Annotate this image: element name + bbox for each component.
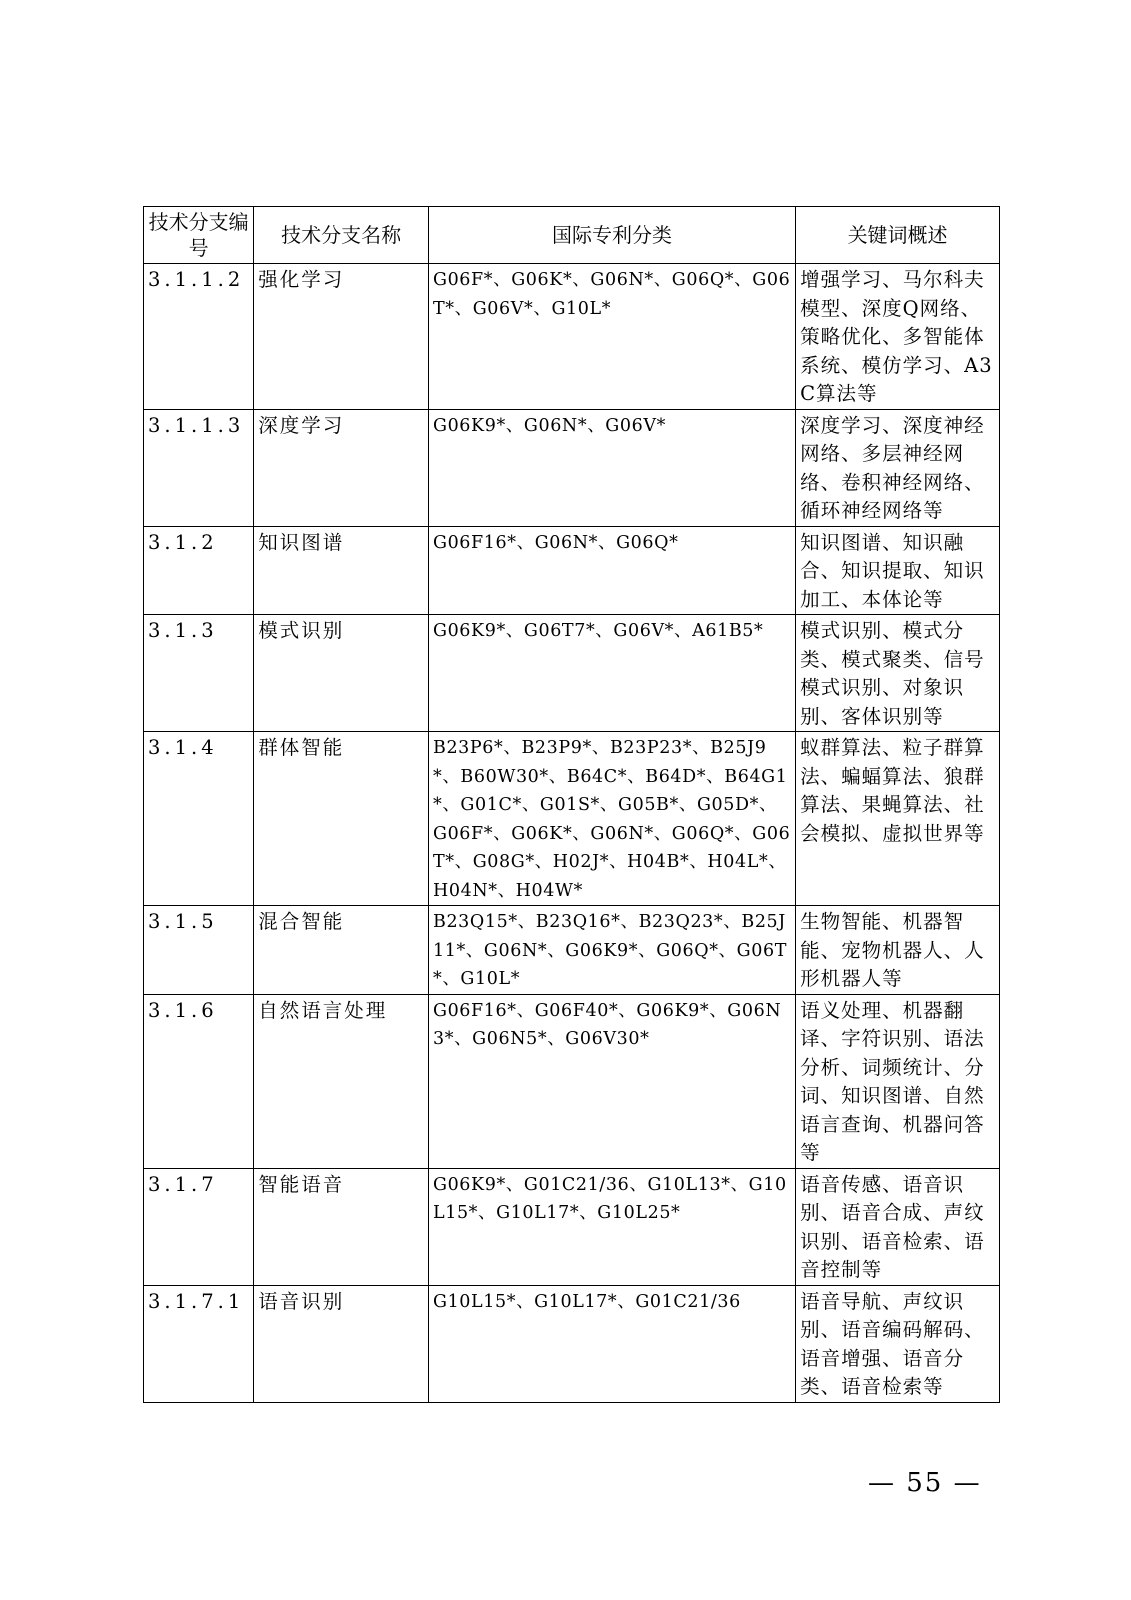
cell-branch-name: 强化学习 [254,264,429,410]
cell-ipc: B23P6*、B23P9*、B23P23*、B25J9*、B60W30*、B64C*、B64D*、B64G1*、G01C*、G01S*、G05B*、G05D*、G06F*、G06K*、G06N*、G06Q*、G06T*、G08G*、H02J*、H04B*、H04L*、H04N*、H04W* [428,732,795,906]
cell-keywords: 语义处理、机器翻译、字符识别、语法分析、词频统计、分词、知识图谱、自然语言查询、机器问答等 [796,994,1000,1168]
cell-branch-name: 混合智能 [254,906,429,995]
table-row [144,732,1000,906]
cell-keywords: 增强学习、马尔科夫模型、深度Q网络、策略优化、多智能体系统、模仿学习、A3C算法等 [796,264,1000,410]
cell-branch-id: 3.1.3 [144,615,254,732]
cell-branch-name: 智能语音 [254,1168,429,1285]
cell-branch-id: 3.1.7 [144,1168,254,1285]
cell-branch-id: 3.1.5 [144,906,254,995]
table-header-row [144,207,1000,264]
cell-keywords: 知识图谱、知识融合、知识提取、知识加工、本体论等 [796,526,1000,615]
cell-branch-name: 深度学习 [254,409,429,526]
table-row [144,994,1000,1168]
cell-branch-id: 3.1.6 [144,994,254,1168]
table-row [144,906,1000,995]
cell-branch-name: 群体智能 [254,732,429,906]
cell-keywords: 语音导航、声纹识别、语音编码解码、语音增强、语音分类、语音检索等 [796,1285,1000,1402]
cell-branch-id: 3.1.7.1 [144,1285,254,1402]
cell-ipc: G06K9*、G06N*、G06V* [428,409,795,526]
table-row [144,1168,1000,1285]
cell-ipc: B23Q15*、B23Q16*、B23Q23*、B25J11*、G06N*、G06K9*、G06Q*、G06T*、G10L* [428,906,795,995]
table-row [144,526,1000,615]
header-ipc: 国际专利分类 [428,207,795,264]
cell-ipc: G06F16*、G06F40*、G06K9*、G06N3*、G06N5*、G06V30* [428,994,795,1168]
cell-ipc: G06F16*、G06N*、G06Q* [428,526,795,615]
header-keywords: 关键词概述 [796,207,1000,264]
cell-keywords: 模式识别、模式分类、模式聚类、信号模式识别、对象识别、客体识别等 [796,615,1000,732]
cell-keywords: 语音传感、语音识别、语音合成、声纹识别、语音检索、语音控制等 [796,1168,1000,1285]
cell-branch-name: 模式识别 [254,615,429,732]
cell-branch-name: 知识图谱 [254,526,429,615]
table-body [144,264,1000,1403]
cell-keywords: 蚁群算法、粒子群算法、蝙蝠算法、狼群算法、果蝇算法、社会模拟、虚拟世界等 [796,732,1000,906]
cell-branch-name: 语音识别 [254,1285,429,1402]
table-row [144,264,1000,410]
cell-keywords: 生物智能、机器智能、宠物机器人、人形机器人等 [796,906,1000,995]
table-row [144,409,1000,526]
cell-ipc: G10L15*、G10L17*、G01C21/36 [428,1285,795,1402]
cell-ipc: G06K9*、G06T7*、G06V*、A61B5* [428,615,795,732]
header-branch-id: 技术分支编号 [144,207,254,264]
table-row [144,1285,1000,1402]
cell-keywords: 深度学习、深度神经网络、多层神经网络、卷积神经网络、循环神经网络等 [796,409,1000,526]
cell-branch-id: 3.1.2 [144,526,254,615]
table-row [144,615,1000,732]
cell-branch-id: 3.1.1.2 [144,264,254,410]
cell-branch-name: 自然语言处理 [254,994,429,1168]
ai-classification-table [143,206,1000,1403]
cell-branch-id: 3.1.4 [144,732,254,906]
cell-branch-id: 3.1.1.3 [144,409,254,526]
cell-ipc: G06F*、G06K*、G06N*、G06Q*、G06T*、G06V*、G10L* [428,264,795,410]
page-number: — 55 — [868,1468,982,1498]
cell-ipc: G06K9*、G01C21/36、G10L13*、G10L15*、G10L17*、G10L25* [428,1168,795,1285]
header-branch-name: 技术分支名称 [254,207,429,264]
